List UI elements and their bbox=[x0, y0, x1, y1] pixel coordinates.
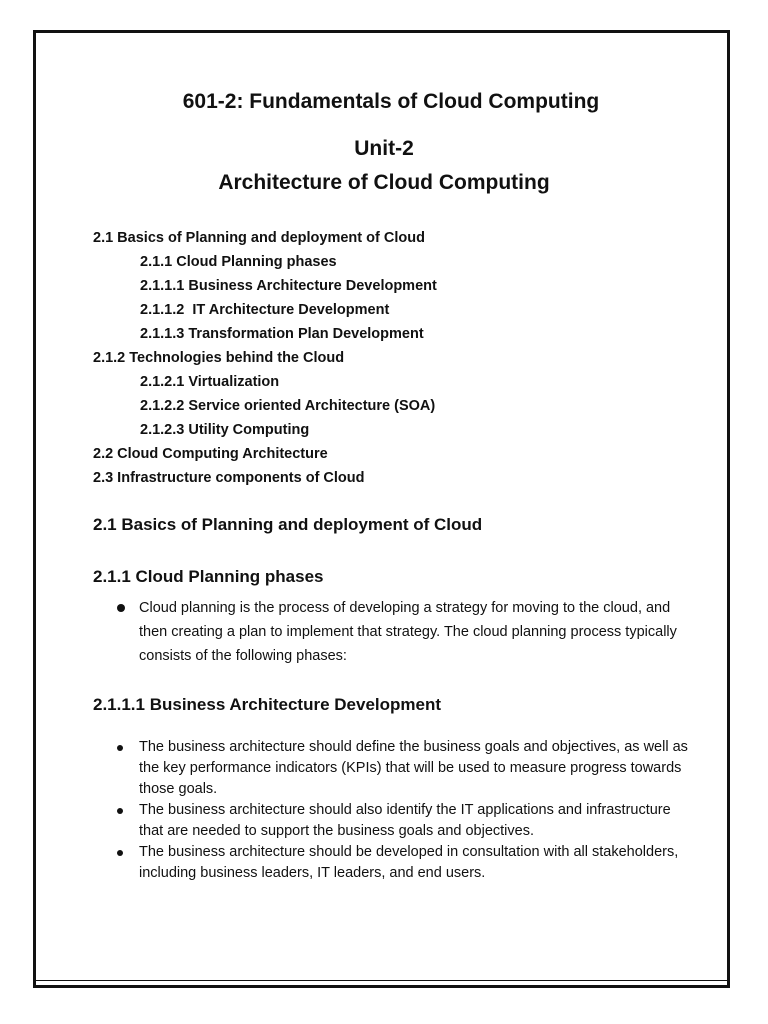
bullet-icon bbox=[117, 808, 123, 814]
toc-item: 2.1.1.3 Transformation Plan Development bbox=[140, 326, 424, 342]
bullet-icon bbox=[117, 745, 123, 751]
section-heading-planning-phases: 2.1.1 Cloud Planning phases bbox=[93, 567, 324, 586]
bullet-icon bbox=[117, 604, 125, 612]
bullet-icon bbox=[117, 850, 123, 856]
list-item bbox=[93, 842, 693, 884]
toc-item: 2.1.2 Technologies behind the Cloud bbox=[93, 350, 345, 366]
bullet-text: The business architecture should also identify the IT applications and infrastructure that are needed to support the business goals and objectives. bbox=[139, 802, 671, 839]
toc-item: 2.1.2.2 Service oriented Architecture (SOA) bbox=[140, 398, 436, 414]
list-item bbox=[93, 737, 693, 800]
list-item bbox=[93, 800, 693, 842]
toc-item: 2.1.2.1 Virtualization bbox=[140, 374, 280, 390]
toc-item: 2.2 Cloud Computing Architecture bbox=[93, 446, 328, 462]
table-of-contents bbox=[93, 226, 437, 490]
toc-item: 2.1.1 Cloud Planning phases bbox=[140, 254, 337, 270]
toc-item: 2.3 Infrastructure components of Cloud bbox=[93, 470, 365, 486]
unit-subtitle: Architecture of Cloud Computing bbox=[218, 171, 550, 194]
planning-bullet-list bbox=[93, 596, 693, 668]
bullet-text: Cloud planning is the process of developing a strategy for moving to the cloud, and then creating a plan to implement that strategy. The cloud planning process typically consists of the following phases: bbox=[139, 600, 677, 664]
toc-item: 2.1.1.2 IT Architecture Development bbox=[140, 302, 390, 318]
bullet-text: The business architecture should be developed in consultation with all stakeholders, including business leaders, IT leaders, and end users. bbox=[139, 844, 679, 881]
unit-title: Unit-2 bbox=[354, 137, 414, 160]
toc-item: 2.1 Basics of Planning and deployment of Cloud bbox=[93, 230, 425, 246]
toc-item: 2.1.2.3 Utility Computing bbox=[140, 422, 310, 438]
business-bullet-list bbox=[93, 737, 693, 884]
section-heading-basics: 2.1 Basics of Planning and deployment of Cloud bbox=[93, 515, 483, 534]
toc-item: 2.1.1.1 Business Architecture Development bbox=[140, 278, 437, 294]
course-title: 601-2: Fundamentals of Cloud Computing bbox=[182, 90, 600, 113]
list-item bbox=[93, 596, 693, 668]
section-heading-business-architecture: 2.1.1.1 Business Architecture Development bbox=[93, 695, 442, 714]
bullet-text: The business architecture should define the business goals and objectives, as well as the key performance indicators (KPIs) that will be used to measure progress towards those goals. bbox=[139, 739, 688, 797]
